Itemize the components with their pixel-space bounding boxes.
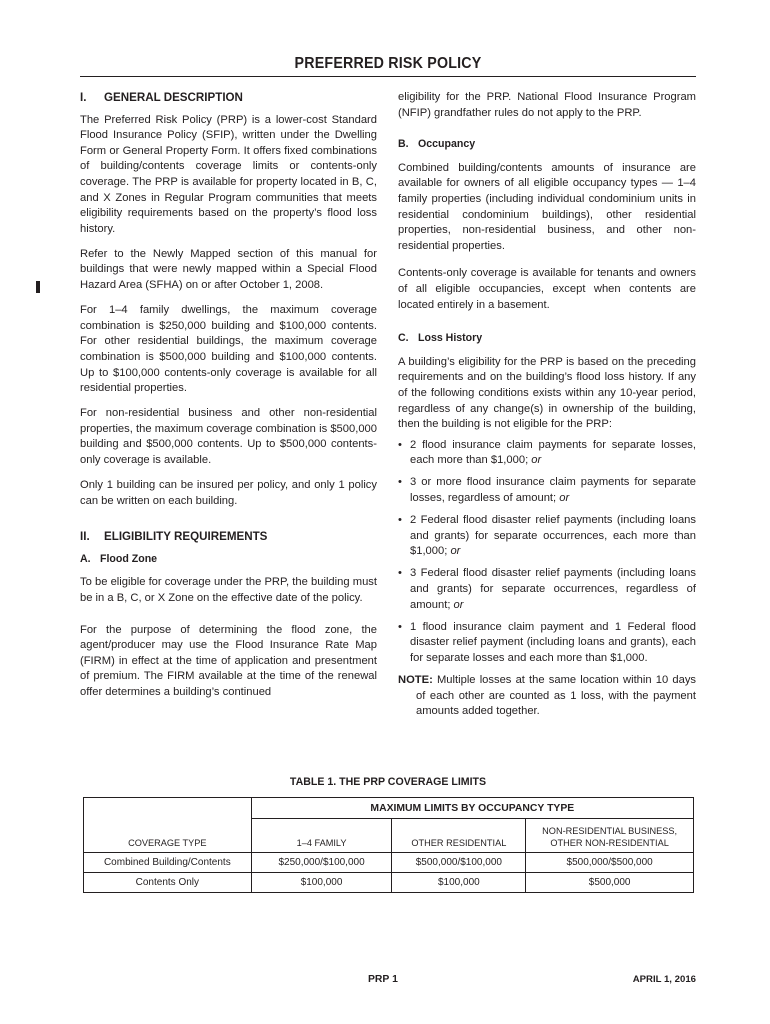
paragraph: A building’s eligibility for the PRP is based on the preceding requirements and on the building’s flood loss history. If any of the following conditions exists within any 10-year period, regardless of any change(s) in ownership of the building, then the building is not eligible for the PRP: [398, 355, 696, 431]
table-cell: $500,000/$500,000 [526, 853, 694, 873]
paragraph: For 1–4 family dwellings, the maximum coverage combination is $250,000 building and $100,000 contents. For other residential buildings, the maximum coverage combination is $500,000 building and $100,000 contents. Up to $100,000 contents-only coverage is available for all residential properties. [80, 304, 377, 395]
table-cell: $100,000 [392, 873, 526, 893]
table-group-header: MAXIMUM LIMITS BY OCCUPANCY TYPE [251, 798, 693, 819]
table-cell: $250,000/$100,000 [251, 853, 392, 873]
column-header-coverage-type: COVERAGE TYPE [84, 819, 252, 853]
subsection-letter: B. [398, 138, 409, 151]
table-corner-cell [84, 798, 252, 819]
subsection-title: Loss History [418, 332, 483, 345]
table-row [84, 873, 694, 893]
column-header-non-residential [526, 819, 694, 853]
title-divider [80, 76, 696, 77]
table-cell: $500,000 [526, 873, 694, 893]
paragraph: eligibility for the PRP. National Flood Insurance Program (NFIP) grandfather rules do not apply to the PRP. [398, 91, 696, 119]
paragraph: For non-residential business and other non-residential properties, the maximum coverage combination is $500,000 building and $500,000 contents. Up to $500,000 contents-only coverage is available. [80, 407, 377, 466]
subsection-letter: C. [398, 332, 409, 345]
header-line: OTHER NON-RESIDENTIAL [550, 838, 669, 848]
paragraph: Refer to the Newly Mapped section of this manual for buildings that were newly mapped within a Special Flood Hazard Area (SFHA) on or after October 1, 2008. [80, 247, 377, 292]
column-header-1-4-family: 1–4 FAMILY [251, 819, 392, 853]
subsection-heading-occupancy [398, 137, 696, 153]
section-title: GENERAL DESCRIPTION [104, 91, 243, 104]
list-item [398, 513, 696, 560]
list-item [398, 620, 696, 667]
section-number: I. [80, 91, 87, 104]
table-cell: Contents Only [84, 873, 252, 893]
note-text: Multiple losses at the same location within 10 days of each other are counted as 1 loss, with the payment amounts added together. [416, 673, 697, 718]
bullet-connector: or [531, 454, 542, 467]
list-item [398, 566, 696, 613]
bullet-text: 2 flood insurance claim payments for separate losses, each more than $1,000; [410, 438, 696, 467]
coverage-limits-table [83, 797, 694, 893]
paragraph: Only 1 building can be insured per policy, and only 1 policy can be written on each building. [80, 479, 377, 507]
note [398, 673, 696, 720]
left-column [80, 90, 377, 710]
table-row [84, 853, 694, 873]
subsection-title: Occupancy [418, 138, 476, 151]
bullet-text: 1 flood insurance claim payment and 1 Federal flood disaster relief payment (including loans and grants), each for separate losses and each more than $1,000. [410, 620, 696, 664]
bullet-text: 3 or more flood insurance claim payments for separate losses, regardless of amount; [410, 476, 696, 504]
table-cell: $100,000 [251, 873, 392, 893]
subsection-heading-flood-zone [80, 552, 377, 568]
paragraph: Combined building/contents amounts of insurance are available for owners of all eligible occupancy types — 1–4 family properties (including individual condominium units in residential condominium buildings), other residential properties, non-residential business, and other non-residential properties. [398, 161, 696, 252]
paragraph: Contents-only coverage is available for tenants and owners of all eligible occupancies, except when contents are located entirely in a basement. [398, 267, 696, 311]
column-header-other-residential: OTHER RESIDENTIAL [392, 819, 526, 853]
section-heading-eligibility [80, 529, 377, 545]
table-cell: $500,000/$100,000 [392, 853, 526, 873]
bullet-connector: or [450, 545, 461, 558]
list-item [398, 475, 696, 506]
bullet-text: 2 Federal flood disaster relief payments (including loans and grants) for separate occurrences, each more than $1,000; [410, 514, 696, 558]
paragraph: For the purpose of determining the flood zone, the agent/producer may use the Flood Insurance Rate Map (FIRM) in effect at the time of application and presentment of premium. The FIRM available at the time of the renewal offer determines a building’s continued [80, 623, 377, 698]
subsection-letter: A. [80, 552, 91, 565]
header-line: NON-RESIDENTIAL BUSINESS, [542, 826, 678, 836]
right-column [398, 90, 696, 729]
bullet-connector: or [559, 491, 570, 504]
list-item [398, 438, 696, 469]
section-title: ELIGIBILITY REQUIREMENTS [104, 530, 268, 544]
subsection-heading-loss-history [398, 331, 696, 347]
subsection-title: Flood Zone [100, 552, 158, 565]
paragraph: The Preferred Risk Policy (PRP) is a lower-cost Standard Flood Insurance Policy (SFIP), written under the Dwelling Form or General Property Form. It offers fixed combinations of building/contents coverage limits or contents-only coverage. The PRP is available for property located in B, C, and X Zones in Regular Program communities that meets eligibility requirements based on the property’s flood loss history. [80, 113, 377, 235]
revision-bar [36, 281, 40, 293]
table-cell: Combined Building/Contents [84, 853, 252, 873]
edition-date: APRIL 1, 2016 [632, 974, 696, 985]
section-heading-general-description [80, 90, 377, 106]
loss-history-list [398, 438, 696, 667]
bullet-text: 3 Federal flood disaster relief payments (including loans and grants) for separate occurrences, regardless of amount; [410, 567, 696, 611]
page-number: PRP 1 [368, 974, 398, 985]
paragraph: To be eligible for coverage under the PRP, the building must be in a B, C, or X Zone on the effective date of the policy. [80, 576, 377, 605]
table-title: TABLE 1. THE PRP COVERAGE LIMITS [289, 776, 487, 788]
bullet-connector: or [453, 598, 464, 611]
section-number: II. [80, 530, 90, 544]
page-title: PREFERRED RISK POLICY [294, 55, 482, 72]
note-label: NOTE: [398, 673, 433, 686]
